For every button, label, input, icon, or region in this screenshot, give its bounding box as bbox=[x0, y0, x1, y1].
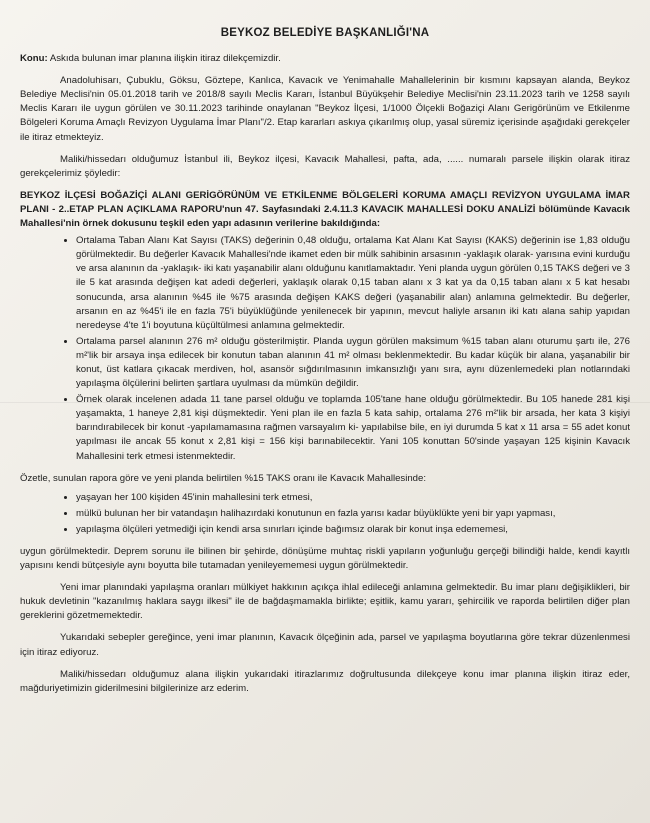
subject-text: Askıda bulunan imar planına ilişkin itiraz dilekçemizdir. bbox=[49, 53, 281, 65]
subject-line bbox=[20, 52, 630, 66]
analysis-list bbox=[20, 233, 630, 464]
owner-paragraph: Maliki/hissedarı olduğumuz İstanbul ili, Beykoz ilçesi, Kavacık Mahallesi, pafta, ada, ...... numaralı parsele ilişkin olarak itiraz gerekçelerimiz şöyledir: bbox=[20, 153, 630, 179]
list-item: • Ortalama parsel alanının 276 m² olduğu gösterilmiştir. Planda uygun görülen maksimum %15 taban alanı oturumu şartı ile, 276 m²'lik bir arsaya inşa edilecek bir konutun taban alanının 41 m² olması beklenmektedir. Bu kadar küçük bir alana, yaşanabilir bir konut, üst katlara çıkacak merdiven, hol, asansör sığdırılmasının imkansızlığı yanı sıra, aynı düzenlemedeki plan notlarındaki yapılaşma ölçülerini belirten şartlara uyulması da mümkün değildir. bbox=[76, 334, 630, 391]
request-paragraph: Yukarıdaki sebepler gereğince, yeni imar planının, Kavacık ölçeğinin ada, parsel ve yapılaşma boyutlarına göre tekrar düzenlenmesi için itiraz ediyoruz. bbox=[20, 632, 630, 658]
report-heading: BEYKOZ İLÇESİ BOĞAZİÇİ ALANI GERİGÖRÜNÜM VE ETKİLENME BÖLGELERİ KORUMA AMAÇLI REVİZYON UYGULAMA İMAR PLANI - 2..ETAP PLAN AÇIKLAMA RAPORU'nun 47. Sayfasındaki 2.4.11.3 KAVACIK MAHALLESİ DOKU ANALİZİ bölümünde Kavacık Mahallesi'nin örnek dokusunu teşkil eden yapı adasının verilerine bakıldığında: bbox=[20, 189, 630, 230]
list-item: • yaşayan her 100 kişiden 45'inin mahallesini terk etmesi, bbox=[76, 490, 630, 505]
list-item: • Ortalama Taban Alanı Kat Sayısı (TAKS) değerinin 0,48 olduğu, ortalama Kat Alanı Kat Sayısı (KAKS) değerinin ise 1,83 olduğu görülmektedir. Bu değerler Kavacık Mahallesi'nde ikamet eden bir mülk sahibinin arsasının -yaklaşık olarak- yarısına evini kurduğu ve arsa alanının da -yaklaşık- iki katı yaşanabilir alanı olduğunu kanıtlamaktadır. Yeni planda uygun görülen 0,15 TAKS değeri ve 3 ile 5 kat arasında değişen kat adedi değerleri, yaklaşık olarak 0,15 taban alanı x 3 kat ya da 0,15 taban alanı x 5 kat hesabı sonucunda, arsa alanının %45 ile %75 arasında değişen KAKS değeri (yaşanabilir alan) anlamına gelmektedir. Bu değerler, arsanın en az %45'i ile en fazla 75'i büyüklüğünde yenilenecek bir yapının, mevcut haliyle arsanın iki katı alana sahip yapıdan neredeyse 4'te 1'i boyutuna küçültülmesi anlamına gelmektedir. bbox=[76, 233, 630, 333]
paper-fold bbox=[0, 402, 650, 403]
list-item: • mülkü bulunan her bir vatandaşın halihazırdaki konutunun en fazla yarısı kadar büyüklükte yeni bir yapı yapması, bbox=[76, 506, 630, 521]
document-title: BEYKOZ BELEDİYE BAŞKANLIĞI'NA bbox=[220, 27, 430, 39]
intro-paragraph: Anadoluhisarı, Çubuklu, Göksu, Göztepe, Kanlıca, Kavacık ve Yenimahalle Mahallelerinin bir kısmını kapsayan alanda, Beykoz Belediye Meclisi'nin 05.01.2018 tarih ve 2018/8 sayılı Meclis Kararı, İstanbul Büyükşehir Belediye Meclisi'nin 23.11.2023 tarih ve 1258 sayılı Meclis Kararı ile uygun görülen ve 30.11.2023 tarihinde onaylanan "Beykoz İlçesi, 1/1000 Ölçekli Boğaziçi Alanı Gerigörünüm ve Etkilenme Bölgeleri Koruma Amaçlı Revizyon Uygulama İmar Planı"/2. Etap kararları askıya çıkarılmış olup, yasal süremiz içerisinde aşağıdaki gerekçeler ile itiraz etmekteyiz. bbox=[20, 75, 630, 143]
summary-outro: uygun görülmektedir. Deprem sorunu ile bilinen bir şehirde, dönüşüme muhtaç riskli yapıların yoğunluğu gerçeği bilindiği halde, kendi kayıtlı yapısını kendi bütçesiyle aynı boyutta bile tutamadan yenileyememesi uygun görülmektedir. bbox=[20, 546, 630, 572]
summary-list bbox=[20, 490, 630, 537]
subject-label: Konu: bbox=[20, 53, 48, 65]
list-item: • Örnek olarak incelenen adada 11 tane parsel olduğu ve toplamda 105'tane hane olduğu görülmektedir. Bu 105 hanede 281 kişi yaşamakta, 1 haneye 2,81 kişi düşmektedir. Yeni plan ile en fazla 5 kata sahip, ortalama 276 m²'lik bir arsada, her kata 3 kişiyi barındırabilecek bir konut -yapılamamasına rağmen varsayalım ki- yapılabilse bile, en iyi durumda 5 kat x 11 arsa = 55 adet konut yapılması ile ancak 55 konut x 2,81 kişi = 156 kişi barınabilecektir. Yani 105 konuttan 50'sinde yaşayan 125 kişinin Kavacık Mahallesini terk etmesi istenmektedir. bbox=[76, 392, 630, 463]
summary-intro: Özetle, sunulan rapora göre ve yeni planda belirtilen %15 TAKS oranı ile Kavacık Mahallesinde: bbox=[20, 472, 427, 484]
law-paragraph: Yeni imar planındaki yapılaşma oranları mülkiyet hakkının açıkça ihlal edileceği anlamına gelmektedir. Bu imar planı değişiklikleri, bir hukuk devletinin "kazanılmış haklara saygı ilkesi" ile de bağdaşmamakla birlikte; eşitlik, kamu yararı, şehircilik ve raporda belirtilen diğer plan gereklerini gözetmemektedir. bbox=[20, 582, 630, 622]
closing-paragraph: Maliki/hissedarı olduğumuz alana ilişkin yukarıdaki itirazlarımız doğrultusunda dilekçeye konu imar planına ilişkin itiraz eder, mağduriyetimizin giderilmesini bilgilerinize arz ederim. bbox=[20, 668, 630, 694]
list-item: • yapılaşma ölçüleri yetmediği için kendi arsa sınırları içinde bağımsız olarak bir konut inşa edememesi, bbox=[76, 522, 630, 537]
